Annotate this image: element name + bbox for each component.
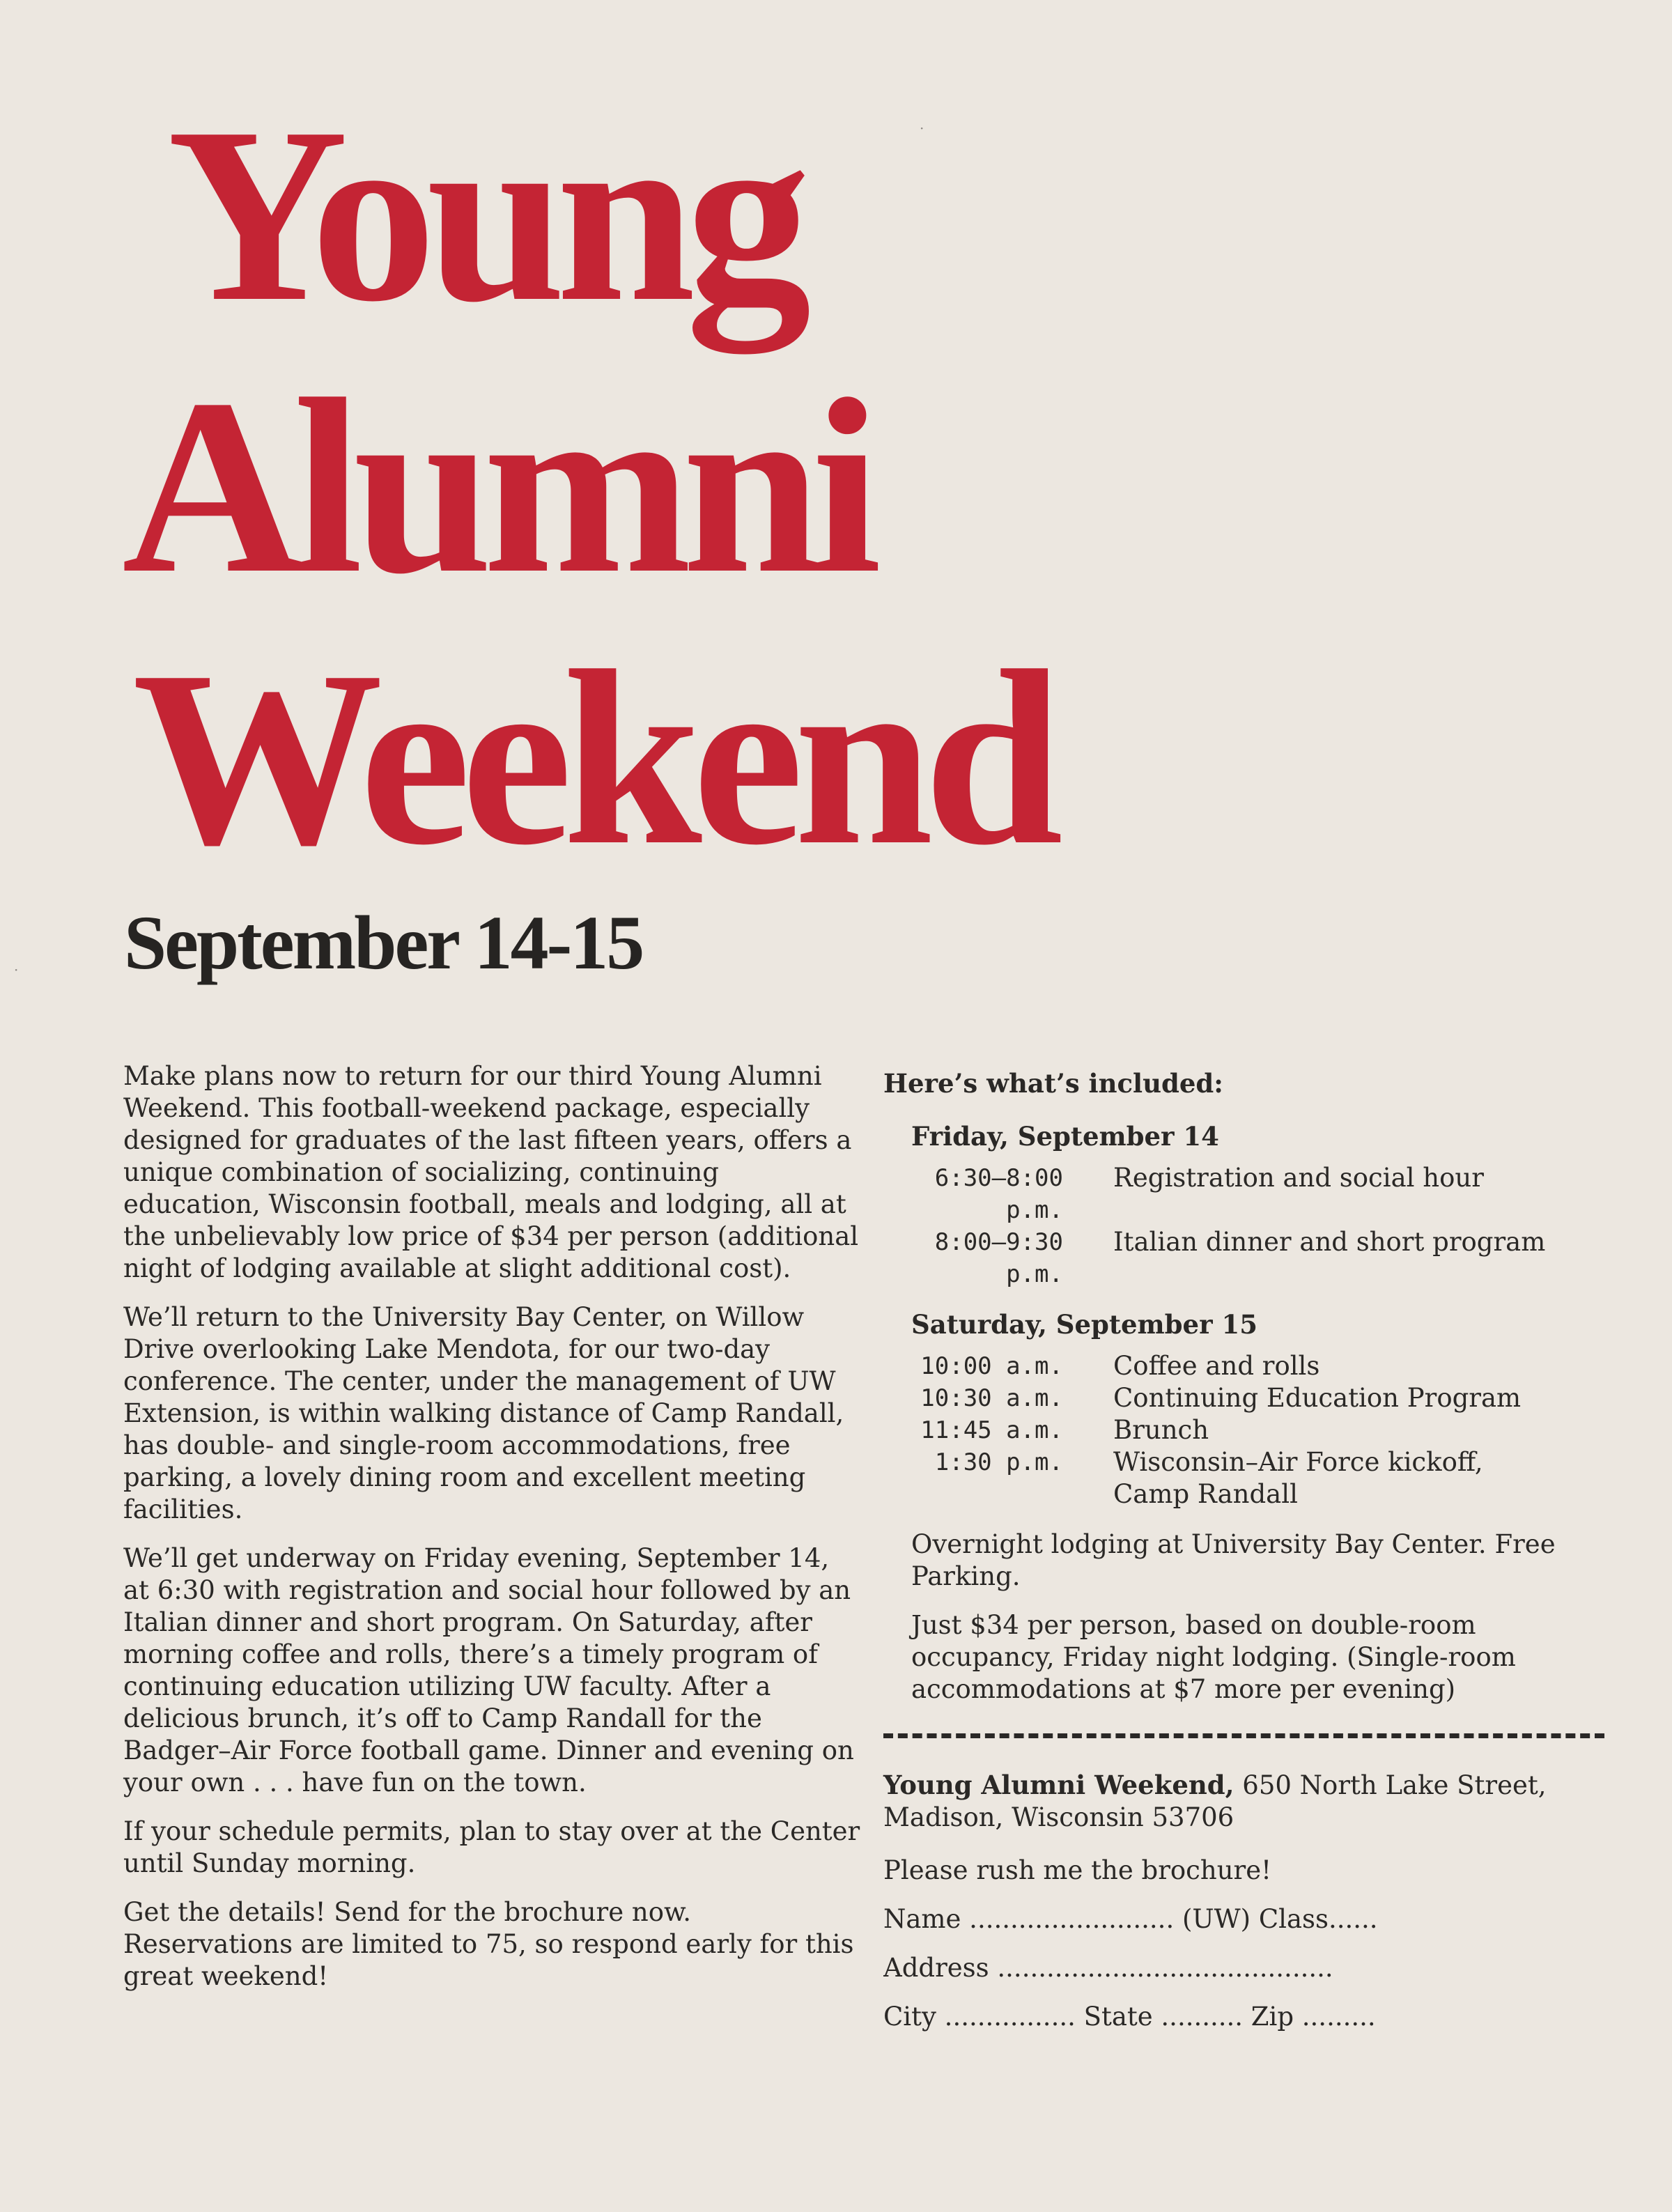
venue-paragraph: We’ll return to the University Bay Center, on Willow Drive overlooking Lake Mendota, for our two-day conference. The center, under the management of UW Extension, is within walking distance of Camp Randall, has double- and single-room accommodations, free parking, a lovely dining room and excellent meeting facilities. xyxy=(123,1302,844,1524)
schedule-activity: Coffee and rolls xyxy=(1113,1351,1320,1381)
coupon-org: Young Alumni Weekend, xyxy=(883,1770,1234,1800)
coupon-name-field: Name ......................... (UW) Class...... xyxy=(883,1904,1378,1934)
event-date: September 14-15 xyxy=(124,900,643,985)
price-note: Just $34 per person, based on double-room occupancy, Friday night lodging. (Single-room accommodations at $7 more per evening) xyxy=(911,1610,1516,1704)
description-column xyxy=(123,1060,862,2009)
schedule-activity: Camp Randall xyxy=(1113,1479,1298,1509)
schedule-activity: Italian dinner and short program xyxy=(1113,1227,1546,1257)
schedule-time: 1:30 p.m. xyxy=(934,1448,1063,1476)
schedule-row xyxy=(883,1382,1608,1414)
schedule-row xyxy=(883,1226,1608,1290)
paper-speck: · xyxy=(14,961,19,978)
details-paragraph: Get the details! Send for the brochure now. Reservations are limited to 75, so respond early for this great weekend! xyxy=(123,1897,854,1991)
schedule-activity: Continuing Education Program xyxy=(1113,1383,1522,1413)
coupon-cut-line xyxy=(883,1733,1604,1738)
schedule-activity: Wisconsin–Air Force kickoff, xyxy=(1113,1447,1483,1477)
coupon-request: Please rush me the brochure! xyxy=(883,1855,1272,1885)
included-column xyxy=(883,1067,1608,2050)
stay-over-paragraph: If your schedule permits, plan to stay over at the Center until Sunday morning. xyxy=(123,1816,860,1878)
schedule-row xyxy=(883,1350,1608,1382)
schedule-time xyxy=(883,1478,1113,1510)
paper-speck: · xyxy=(920,120,924,137)
schedule-time: 8:00–9:30 p.m. xyxy=(934,1228,1063,1288)
coupon-address-field: Address ......................................... xyxy=(883,1953,1333,1983)
schedule-time: 10:00 a.m. xyxy=(920,1352,1063,1380)
schedule-row xyxy=(883,1446,1608,1478)
title-young: Young xyxy=(167,75,802,353)
coupon-street: 650 North Lake Street, Madison, Wisconsin 53706 xyxy=(883,1770,1547,1832)
schedule-row xyxy=(883,1414,1608,1446)
schedule-time: 10:30 a.m. xyxy=(920,1384,1063,1412)
schedule-time: 6:30–8:00 p.m. xyxy=(934,1164,1063,1224)
lodging-note: Overnight lodging at University Bay Center. Free Parking. xyxy=(911,1529,1556,1591)
coupon-city-field: City ................ State .......... Zip ......... xyxy=(883,2002,1376,2032)
friday-heading: Friday, September 14 xyxy=(911,1121,1219,1152)
schedule-row xyxy=(883,1162,1608,1226)
schedule-activity: Registration and social hour xyxy=(1113,1163,1484,1193)
intro-paragraph: Make plans now to return for our third Young Alumni Weekend. This football-weekend package, especially designed for graduates of the last fifteen years, offers a unique combination of socializing, continuing education, Wisconsin football, meals and lodging, all at the unbelievably low price of $34 per person (additional night of lodging available at slight additional cost). xyxy=(123,1061,859,1283)
schedule-time: 11:45 a.m. xyxy=(920,1416,1063,1444)
included-heading: Here’s what’s included: xyxy=(883,1068,1223,1099)
schedule-activity: Brunch xyxy=(1113,1415,1209,1445)
coupon-address xyxy=(883,1769,1608,1834)
title-alumni: Alumni xyxy=(122,347,872,625)
friday-schedule xyxy=(883,1162,1608,1290)
saturday-heading: Saturday, September 15 xyxy=(911,1309,1257,1340)
saturday-schedule xyxy=(883,1350,1608,1510)
schedule-paragraph: We’ll get underway on Friday evening, September 14, at 6:30 with registration and social hour followed by an Italian dinner and short program. On Saturday, after morning coffee and rolls, there’s a timely program of continuing education utilizing UW faculty. After a delicious brunch, it’s off to Camp Randall for the Badger–Air Force football game. Dinner and evening on your own . . . have fun on the town. xyxy=(123,1543,854,1797)
schedule-row xyxy=(883,1478,1608,1510)
title-weekend: Weekend xyxy=(132,619,1054,897)
